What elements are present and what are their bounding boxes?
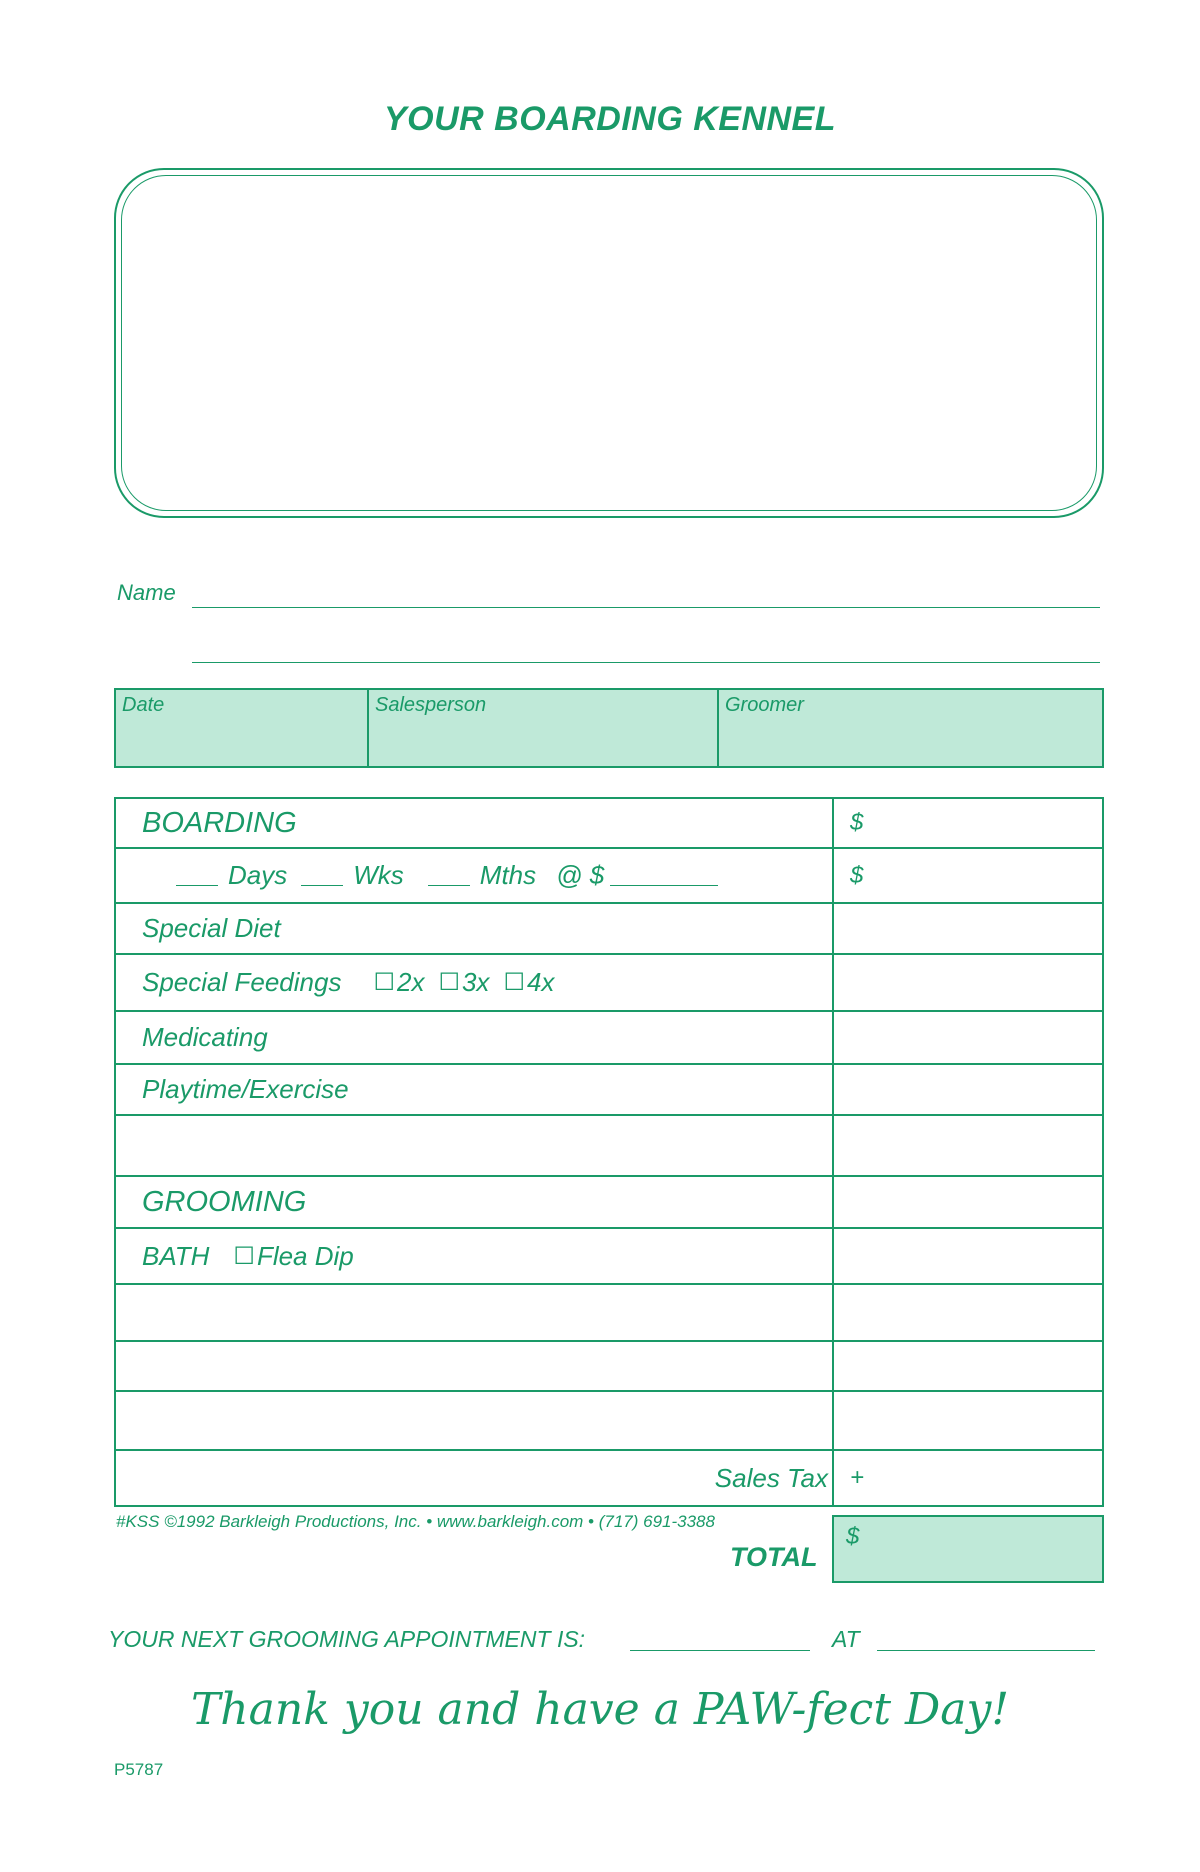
wks-blank[interactable] <box>301 865 343 886</box>
at-price-label: @ $ <box>556 860 605 890</box>
amount-cell[interactable] <box>834 1116 1102 1175</box>
boarding-heading: BOARDING <box>116 799 834 847</box>
blank-line-cell[interactable] <box>116 1392 834 1449</box>
price-blank[interactable] <box>610 865 718 886</box>
total-label: TOTAL <box>730 1542 818 1572</box>
table-row <box>116 1065 1102 1116</box>
date-field[interactable]: Date <box>116 690 369 766</box>
table-row <box>116 1229 1102 1285</box>
table-row <box>116 849 1102 904</box>
special-feedings-row <box>116 955 834 1010</box>
form-title: YOUR BOARDING KENNEL <box>383 100 837 138</box>
days-blank[interactable] <box>176 865 218 886</box>
feed-2x-label: 2x <box>396 967 425 997</box>
boarding-duration <box>116 849 834 902</box>
amount-cell[interactable] <box>834 1012 1102 1063</box>
table-row <box>116 1012 1102 1065</box>
special-feedings-label: Special Feedings <box>142 967 342 997</box>
blank-line-cell[interactable] <box>116 1342 834 1390</box>
amount-cell[interactable] <box>834 1177 1102 1227</box>
amount-cell[interactable] <box>834 1229 1102 1283</box>
name-line-2[interactable] <box>192 662 1100 663</box>
table-row <box>116 1116 1102 1177</box>
at-label: AT <box>832 1626 860 1652</box>
appointment-label: YOUR NEXT GROOMING APPOINTMENT IS: <box>108 1626 586 1652</box>
appointment-date-line[interactable] <box>630 1650 810 1651</box>
bath-row <box>116 1229 834 1283</box>
total-amount-box[interactable]: $ <box>832 1515 1104 1583</box>
imprint-inner-border <box>121 175 1097 511</box>
amount-cell[interactable] <box>834 904 1102 953</box>
feed-4x-label: 4x <box>526 967 555 997</box>
checkbox-3x[interactable]: ☐ <box>438 969 460 996</box>
feed-3x-label: 3x <box>461 967 490 997</box>
mths-blank[interactable] <box>428 865 470 886</box>
table-row <box>116 904 1102 955</box>
table-row <box>116 1342 1102 1392</box>
playtime-label: Playtime/Exercise <box>116 1065 834 1114</box>
name-label: Name <box>117 580 176 605</box>
days-label: Days <box>228 860 288 890</box>
table-row <box>116 799 1102 849</box>
groomer-field[interactable]: Groomer <box>725 694 804 716</box>
blank-line-cell[interactable] <box>116 1285 834 1340</box>
amount-cell[interactable] <box>834 1342 1102 1390</box>
name-line-1[interactable] <box>192 607 1100 608</box>
salesperson-field[interactable]: Salesperson <box>369 690 719 766</box>
medicating-label: Medicating <box>116 1012 834 1063</box>
flea-dip-checkbox[interactable]: ☐ <box>233 1242 255 1270</box>
amount-cell[interactable] <box>834 1285 1102 1340</box>
wks-label: Wks <box>353 860 404 890</box>
thank-you-message: Thank you and have a PAW-fect Day! <box>190 1684 1010 1735</box>
table-row <box>116 1451 1102 1505</box>
bath-label: BATH <box>142 1240 210 1271</box>
mths-label: Mths <box>479 860 537 890</box>
table-row <box>116 1285 1102 1342</box>
plus-sign: + <box>850 1464 865 1491</box>
dollar-sign: $ <box>850 809 864 836</box>
appointment-time-line[interactable] <box>877 1650 1095 1651</box>
sales-tax-label: Sales Tax <box>116 1451 834 1505</box>
table-row <box>116 955 1102 1012</box>
grooming-heading: GROOMING <box>116 1177 834 1227</box>
table-row <box>116 1392 1102 1451</box>
flea-dip-label: Flea Dip <box>256 1240 354 1271</box>
info-row <box>114 688 1104 768</box>
checkbox-4x[interactable]: ☐ <box>503 969 525 996</box>
dollar-sign: $ <box>850 861 864 889</box>
table-row <box>116 1177 1102 1229</box>
form-code: P5787 <box>114 1760 164 1779</box>
special-diet-label: Special Diet <box>116 904 834 953</box>
amount-cell[interactable] <box>834 1065 1102 1114</box>
copyright-note: #KSS ©1992 Barkleigh Productions, Inc. • www.barkleigh.com • (717) 691-3388 <box>116 1512 715 1531</box>
amount-cell[interactable] <box>834 1392 1102 1449</box>
checkbox-2x[interactable]: ☐ <box>373 969 395 996</box>
blank-line-cell[interactable] <box>116 1116 834 1175</box>
amount-cell[interactable] <box>834 955 1102 1010</box>
business-imprint-box <box>114 168 1104 518</box>
services-table <box>114 797 1104 1507</box>
